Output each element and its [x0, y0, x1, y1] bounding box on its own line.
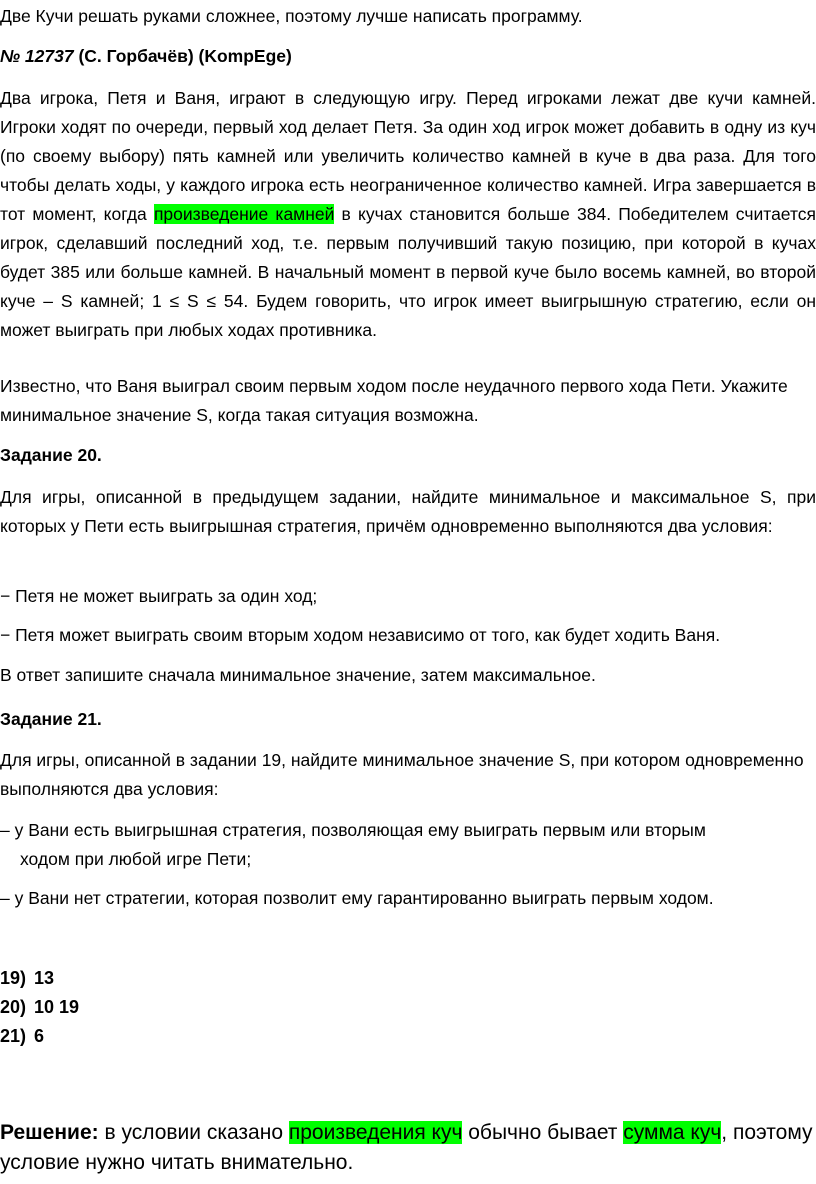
- answer-row: [0, 964, 79, 993]
- answer-value: 6: [34, 1026, 45, 1046]
- solution-text-3: , поэтому условие нужно читать внимательно.: [0, 1121, 813, 1174]
- answer-value: 13: [34, 968, 55, 988]
- solution-paragraph: [0, 1118, 816, 1178]
- task20-condition-2: − Петя может выиграть своим вторым ходом независимо от того, как будет ходить Ваня.: [0, 625, 721, 645]
- task20-text: Для игры, описанной в предыдущем задании, найдите минимальное и максимальное S, при которых у Пети есть выигрышная стратегия, причём одновременно выполняются два условия:: [0, 487, 816, 536]
- task21-condition-2: – у Вани нет стратегии, которая позволит ему гарантированно выиграть первым ходом.: [0, 888, 714, 908]
- task20-heading: Задание 20.: [0, 445, 102, 465]
- statement-highlight: произведение камней: [153, 204, 335, 224]
- task20-condition-1: − Петя не может выиграть за один ход;: [0, 586, 318, 606]
- problem-author: (С. Горбачёв) (KompEge): [73, 46, 292, 66]
- problem-heading: [0, 42, 816, 71]
- answer-number: 21): [0, 1026, 27, 1046]
- task21-text: Для игры, описанной в задании 19, найдите минимальное значение S, при котором одновременно выполняются два условия:: [0, 750, 804, 799]
- problem-statement: [0, 84, 816, 345]
- answer-row: [0, 1022, 79, 1051]
- solution-highlight-2: сумма куч: [623, 1121, 722, 1144]
- task21-heading: Задание 21.: [0, 709, 102, 729]
- answer-row: [0, 993, 79, 1022]
- task20-note: В ответ запишите сначала минимальное значение, затем максимальное.: [0, 665, 596, 685]
- answers-list: [0, 964, 79, 1051]
- solution-text-2: обычно бывает: [462, 1121, 624, 1144]
- intro-text: Две Кучи решать руками сложнее, поэтому лучше написать программу.: [0, 6, 583, 26]
- solution-highlight-1: произведения куч: [288, 1121, 463, 1144]
- answer-value: 10 19: [34, 997, 80, 1017]
- answer-number: 19): [0, 968, 27, 988]
- statement-part1: Два игрока, Петя и Ваня, играют в следующую игру. Перед игроками лежат две кучи камней. Игроки ходят по очереди, первый ход делает Петя. За один ход игрок может добавить в одну из куч (по своему выбору) пять камней или увеличить количество камней в куче в два раза. Для того чтобы делать ходы, у каждого игрока есть неограниченное количество камней. Игра завершается в тот момент, когда: [0, 88, 816, 224]
- task19-text: Известно, что Ваня выиграл своим первым ходом после неудачного первого хода Пети. Укажите минимальное значение S, когда такая ситуация возможна.: [0, 376, 788, 425]
- task21-condition-1a: – у Вани есть выигрышная стратегия, позволяющая ему выиграть первым или вторым: [0, 820, 706, 840]
- statement-part2: в кучах становится больше 384. Победителем считается игрок, сделавший последний ход, т.е. первым получивший такую позицию, при которой в кучах будет 385 или больше камней. В начальный момент в первой куче было восемь камней, во второй куче – S камней; 1 ≤ S ≤ 54. Будем говорить, что игрок имеет выигрышную стратегию, если он может выиграть при любых ходах противника.: [0, 204, 816, 340]
- solution-label: Решение:: [0, 1121, 99, 1144]
- task21-condition-1b: ходом при любой игре Пети;: [20, 849, 252, 869]
- solution-text-1: в условии сказано: [98, 1121, 289, 1144]
- problem-number: № 12737: [0, 46, 74, 66]
- answer-number: 20): [0, 997, 27, 1017]
